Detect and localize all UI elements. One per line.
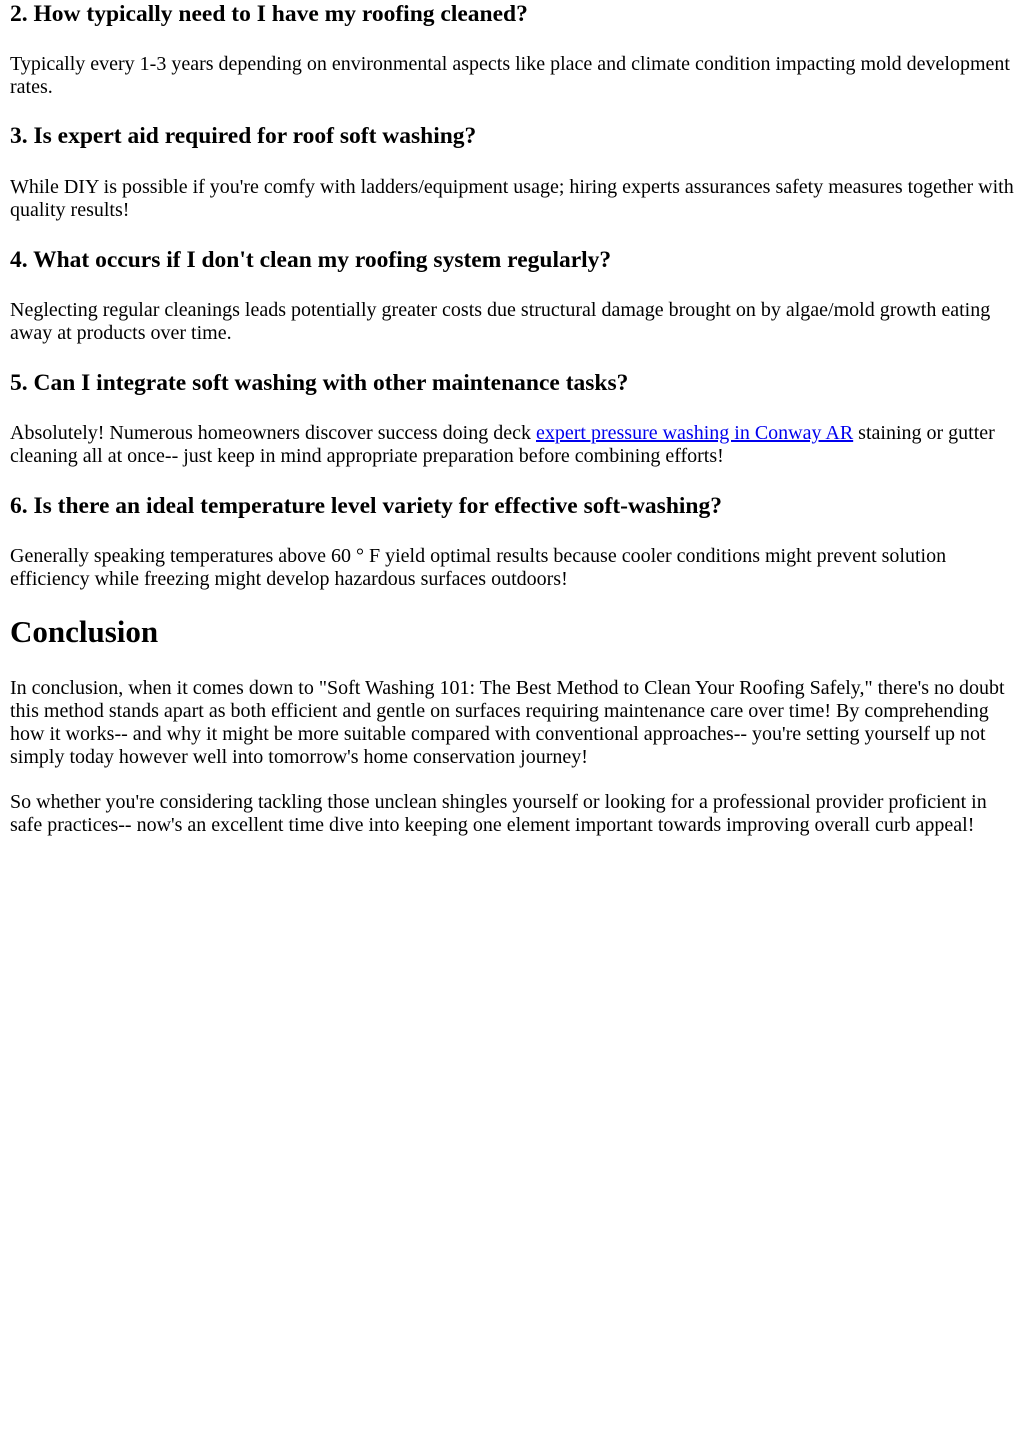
faq-answer-6: Generally speaking temperatures above 60 ° F yield optimal results because cooler conditions might prevent solution efficiency while freezing might develop hazardous surfaces outdoors!: [10, 545, 947, 590]
faq-answer-3: While DIY is possible if you're comfy with ladders/equipment usage; hiring experts assurances safety measures together with quality results!: [10, 176, 1014, 221]
faq-question-6: 6. Is there an ideal temperature level variety for effective soft-washing?: [10, 493, 722, 519]
conclusion-heading: Conclusion: [10, 614, 159, 649]
faq-question-3: 3. Is expert aid required for roof soft washing?: [10, 123, 477, 149]
conclusion-paragraph-1: In conclusion, when it comes down to "Soft Washing 101: The Best Method to Clean Your Roofing Safely," there's no doubt this method stands apart as both efficient and gentle on surfaces requiring maintenance care over time! By comprehending how it works-- and why it might be more suitable compared with conventional approaches-- you're setting yourself up not simply today however well into tomorrow's home conservation journey!: [10, 677, 1005, 768]
faq-question-5: 5. Can I integrate soft washing with other maintenance tasks?: [10, 370, 629, 396]
faq-answer-5-text-after: staining or gutter cleaning all at once-- just keep in mind appropriate preparation before combining efforts!: [10, 422, 995, 467]
faq-question-4: 4. What occurs if I don't clean my roofing system regularly?: [10, 247, 612, 273]
faq-question-2: 2. How typically need to I have my roofing cleaned?: [10, 1, 528, 27]
conclusion-paragraph-2: So whether you're considering tackling those unclean shingles yourself or looking for a professional provider proficient in safe practices-- now's an excellent time dive into keeping one element important towards improving overall curb appeal!: [10, 791, 987, 836]
faq-answer-5-text-before: Absolutely! Numerous homeowners discover success doing deck: [10, 422, 536, 444]
faq-answer-4: Neglecting regular cleanings leads potentially greater costs due structural damage brought on by algae/mold growth eating away at products over time.: [10, 299, 991, 344]
faq-answer-5: [10, 422, 1014, 468]
pressure-washing-link[interactable]: expert pressure washing in Conway AR: [536, 422, 854, 444]
faq-answer-2: Typically every 1-3 years depending on environmental aspects like place and climate condition impacting mold development rates.: [10, 53, 1010, 98]
